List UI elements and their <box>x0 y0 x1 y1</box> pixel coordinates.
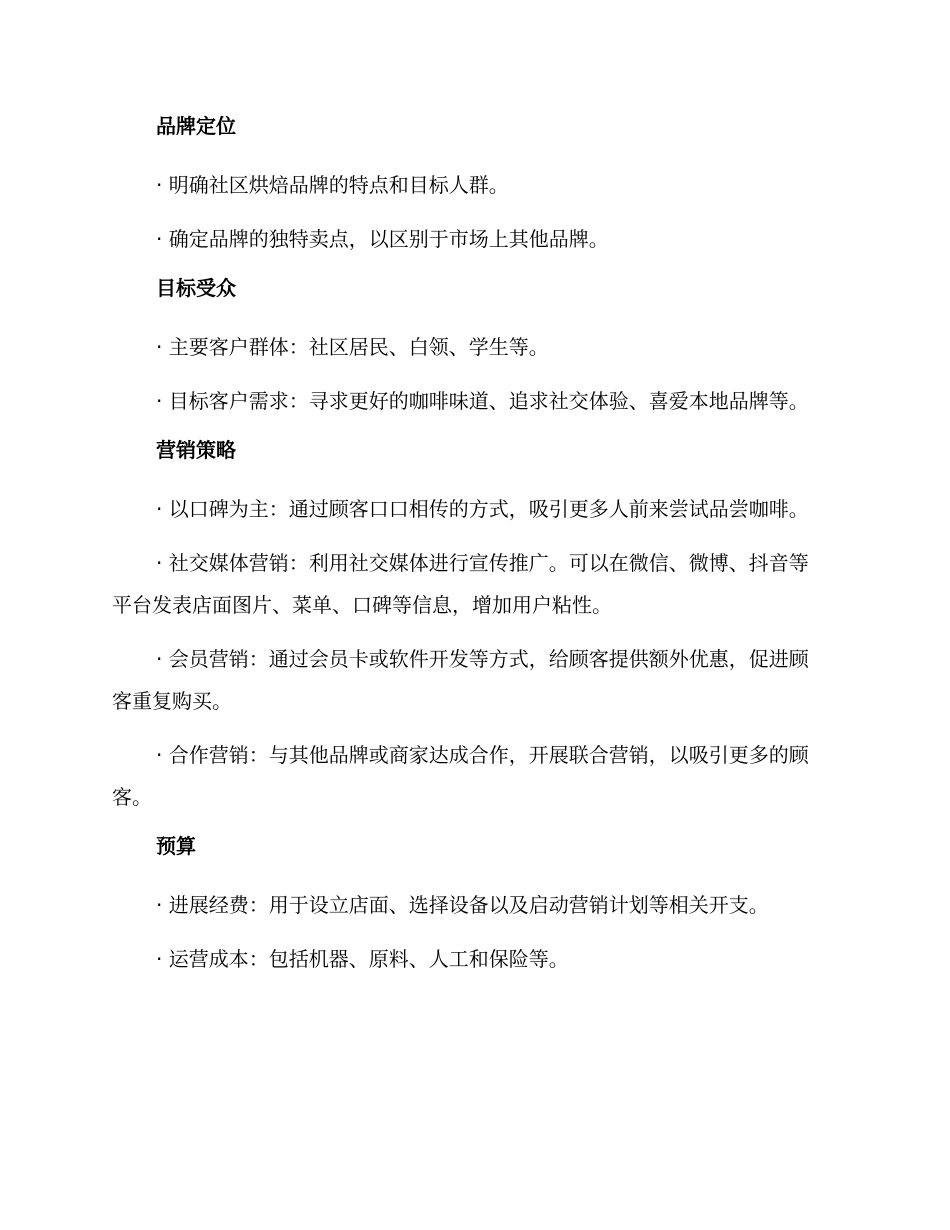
bullet-item: · 明确社区烘焙品牌的特点和目标人群。 <box>156 173 509 197</box>
bullet-item: · 合作营销：与其他品牌或商家达成合作，开展联合营销，以吸引更多的顾客。 <box>112 743 809 809</box>
bullet-item: · 运营成本：包括机器、原料、人工和保险等。 <box>156 947 569 971</box>
section-heading-budget: 预算 <box>156 834 196 858</box>
section-heading-target-audience: 目标受众 <box>156 276 236 300</box>
bullet-item: · 以口碑为主：通过顾客口口相传的方式，吸引更多人前来尝试品尝咖啡。 <box>156 497 809 521</box>
section-heading-brand-positioning: 品牌定位 <box>156 114 236 138</box>
bullet-item: · 会员营销：通过会员卡或软件开发等方式，给顾客提供额外优惠，促进顾客重复购买。 <box>112 647 809 713</box>
bullet-item: · 进展经费：用于设立店面、选择设备以及启动营销计划等相关开支。 <box>156 893 769 917</box>
bullet-item: · 主要客户群体：社区居民、白领、学生等。 <box>156 335 549 359</box>
section-heading-marketing-strategy: 营销策略 <box>156 438 236 462</box>
bullet-item: · 社交媒体营销：利用社交媒体进行宣传推广。可以在微信、微博、抖音等平台发表店面图片、菜单、口碑等信息，增加用户粘性。 <box>112 551 809 617</box>
document-body <box>112 110 824 980</box>
bullet-item: · 目标客户需求：寻求更好的咖啡味道、追求社交体验、喜爱本地品牌等。 <box>156 389 809 413</box>
bullet-item: · 确定品牌的独特卖点，以区别于市场上其他品牌。 <box>156 227 609 251</box>
